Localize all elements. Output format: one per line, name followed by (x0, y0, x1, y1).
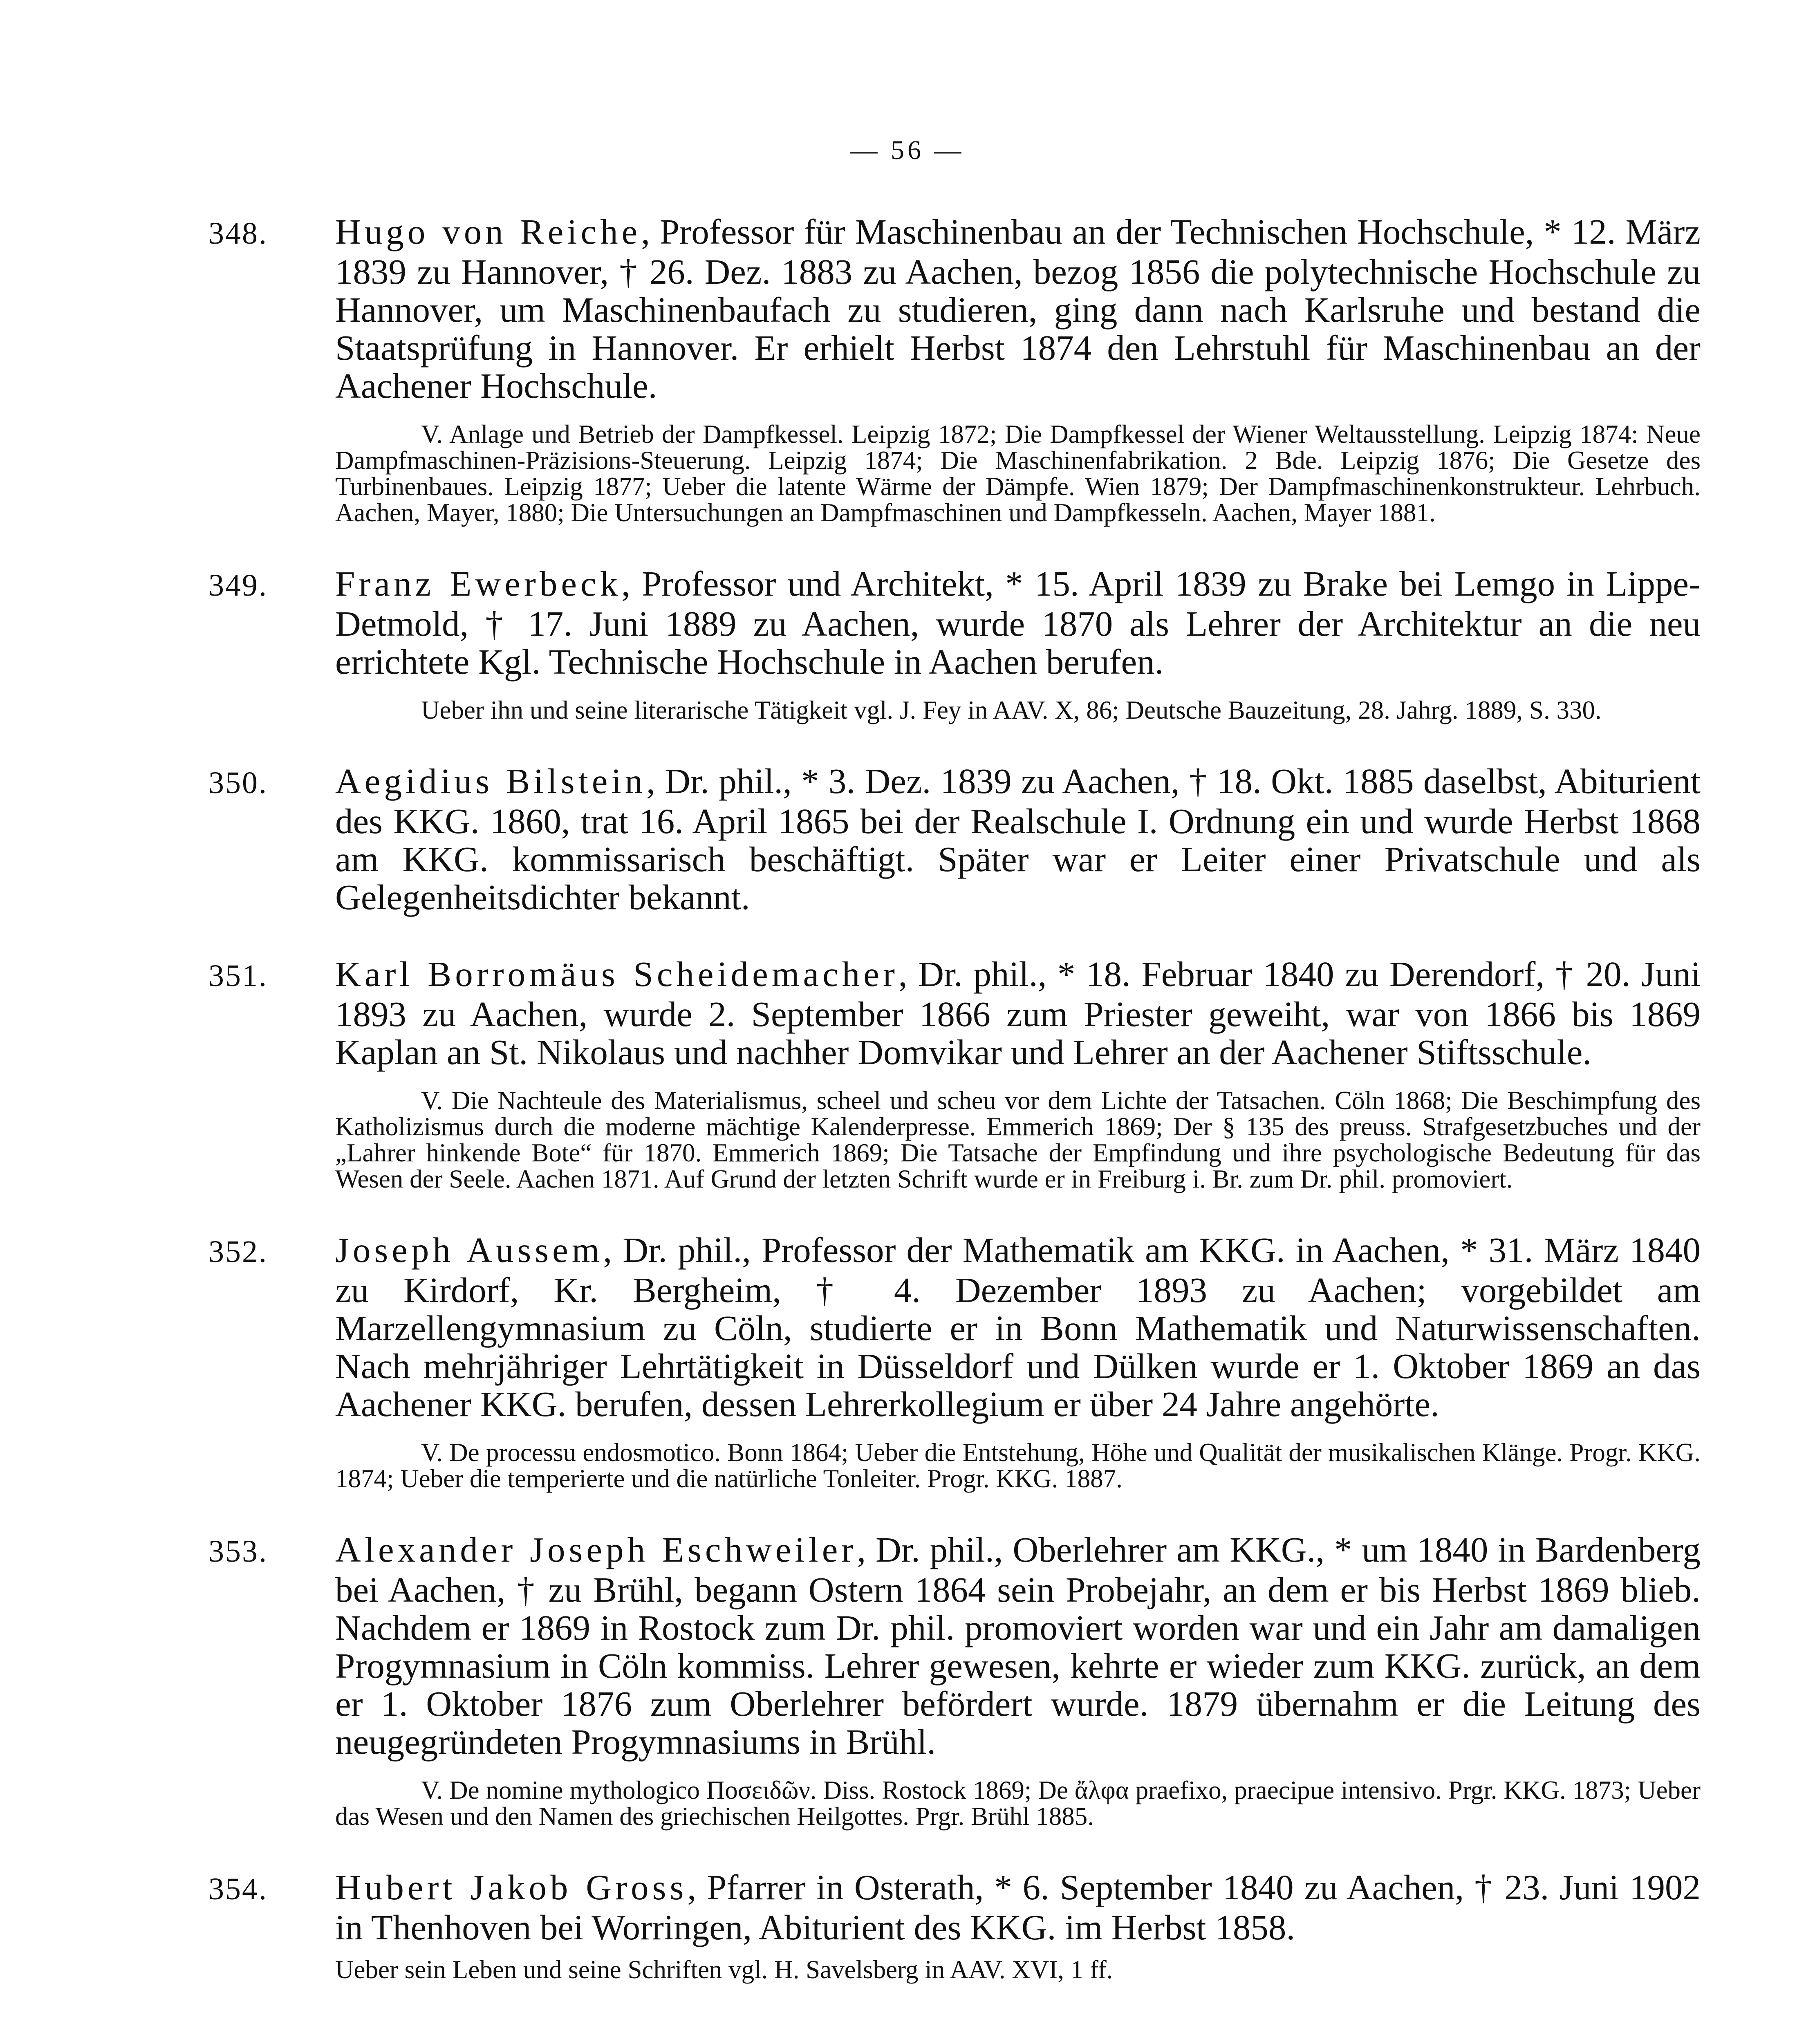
bibliography-note: V. De nomine mythologico Ποσειδῶν. Diss. Rostock 1869; De ἄλφα praefixo, praecipue intensivo. Prgr. KKG. 1873; Ueber das Wesen und den Namen des griechischen Heilgottes. Prgr. Brühl 1885. (335, 1776, 1701, 1831)
entry-350 (208, 762, 1701, 916)
biography-list (208, 213, 1701, 2022)
entry-body (208, 955, 1701, 1071)
entry-description: , Pfarrer in Osterath, * 6. September 1840 zu Aachen, † 23. Juni 1902 in Thenhoven bei Worringen, Abiturient des KKG. im Herbst 1858. (335, 1867, 1701, 1947)
person-name: Joseph Aussem (335, 1230, 603, 1270)
entry-353 (208, 1531, 1701, 1829)
entry-description: , Professor für Maschinenbau an der Technischen Hochschule, * 12. März 1839 zu Hannover, † 26. Dez. 1883 zu Aachen, bezog 1856 die polytechnische Hochschule zu Hannover, um Maschinenbaufach zu studieren, ging dann nach Karlsruhe und bestand die Staatsprüfung in Hannover. Er erhielt Herbst 1874 den Lehrstuhl für Maschinenbau an der Aachener Hochschule. (335, 212, 1701, 406)
entry-description: , Dr. phil., * 3. Dez. 1839 zu Aachen, † 18. Okt. 1885 daselbst, Abiturient des KKG. 1860, trat 16. April 1865 bei der Realschule I. Ordnung ein und wurde Herbst 1868 am KKG. kommissarisch beschäftigt. Später war er Leiter einer Privatschule und als Gelegenheitsdichter bekannt. (335, 761, 1701, 917)
entry-number: 350. (208, 766, 268, 800)
entry-number: 354. (208, 1872, 268, 1906)
person-name: Karl Borromäus Scheidemacher (335, 954, 899, 994)
page-number: — 56 — (850, 135, 965, 165)
bibliography-note: V. De processu endosmotico. Bonn 1864; Ueber die Entstehung, Höhe und Qualität der musikalischen Klänge. Progr. KKG. 1874; Ueber die temperierte und die natürliche Tonleiter. Progr. KKG. 1887. (335, 1438, 1701, 1493)
entry-348 (208, 213, 1701, 526)
bibliography-note: Ueber ihn und seine literarische Tätigkeit vgl. J. Fey in AAV. X, 86; Deutsche Bauzeitung, 28. Jahrg. 1889, S. 330. (421, 696, 1602, 724)
entry-description: , Professor und Architekt, * 15. April 1839 zu Brake bei Lemgo in Lippe-Detmold, † 17. Juni 1889 zu Aachen, wurde 1870 als Lehrer der Architektur an die neu errichtete Kgl. Technische Hochschule in Aachen berufen. (335, 564, 1701, 681)
entry-number: 349. (208, 568, 268, 603)
entry-body (208, 1231, 1701, 1423)
entry-body (208, 762, 1701, 916)
entry-number: 352. (208, 1235, 268, 1269)
entry-number: 351. (208, 959, 268, 993)
entry-body (208, 1868, 1701, 1946)
bibliography-note: V. Die Nachteule des Materialismus, scheel und scheu vor dem Lichte der Tatsachen. Cöln 1868; Die Beschimpfung des Katholizismus durch die moderne mächtige Kalenderpresse. Emmerich 1869; Der § 135 des preuss. Strafgesetzbuches und der „Lahrer hinkende Bote“ für 1870. Emmerich 1869; Die Tatsache der Empfindung und ihre psychologische Bedeutung für das Wesen der Seele. Aachen 1871. Auf Grund der letzten Schrift wurde er in Freiburg i. Br. zum Dr. phil. promoviert. (335, 1086, 1701, 1193)
person-name: Hugo von Reiche (335, 212, 641, 251)
entry-352 (208, 1231, 1701, 1492)
bibliography-note: Ueber sein Leben und seine Schriften vgl. H. Savelsberg in AAV. XVI, 1 ff. (335, 1955, 1113, 1984)
entry-description: , Dr. phil., Oberlehrer am KKG., * um 1840 in Bardenberg bei Aachen, † zu Brühl, begann Ostern 1864 sein Probejahr, an dem er bis Herbst 1869 blieb. Nachdem er 1869 in Rostock zum Dr. phil. promoviert worden war und ein Jahr am damaligen Progymnasium in Cöln kommiss. Lehrer gewesen, kehrte er wieder zum KKG. zurück, an dem er 1. Oktober 1876 zum Oberlehrer befördert wurde. 1879 übernahm er die Leitung des neugegründeten Progymnasiums in Brühl. (335, 1530, 1701, 1762)
entry-body (208, 565, 1701, 681)
entry-351 (208, 955, 1701, 1192)
entry-body (208, 213, 1701, 405)
entry-349 (208, 565, 1701, 723)
person-name: Alexander Joseph Eschweiler (335, 1530, 857, 1569)
entry-number: 348. (208, 216, 268, 251)
bibliography-note: V. Anlage und Betrieb der Dampfkessel. Leipzig 1872; Die Dampfkessel der Wiener Weltausstellung. Leipzig 1874: Neue Dampfmaschinen-Präzisions-Steuerung. Leipzig 1874; Die Maschinenfabrikation. 2 Bde. Leipzig 1876; Die Gesetze des Turbinenbaues. Leipzig 1877; Ueber die latente Wärme der Dämpfe. Wien 1879; Der Dampfmaschinenkonstrukteur. Lehrbuch. Aachen, Mayer, 1880; Die Untersuchungen an Dampfmaschinen und Dampfkesseln. Aachen, Mayer 1881. (335, 420, 1701, 527)
entry-number: 353. (208, 1534, 268, 1569)
entry-354 (208, 1868, 1701, 1983)
person-name: Aegidius Bilstein (335, 761, 647, 801)
entry-body (208, 1531, 1701, 1761)
entry-description: , Dr. phil., Professor der Mathematik am KKG. in Aachen, * 31. März 1840 zu Kirdorf, Kr. Bergheim, † 4. Dezember 1893 zu Aachen; vorgebildet am Marzellengymnasium zu Cöln, studierte er in Bonn Mathematik und Naturwissenschaften. Nach mehrjähriger Lehrtätigkeit in Düsseldorf und Dülken wurde er 1. Oktober 1869 an das Aachener KKG. berufen, dessen Lehrerkollegium er über 24 Jahre angehörte. (335, 1230, 1701, 1424)
entry-description: , Dr. phil., * 18. Februar 1840 zu Derendorf, † 20. Juni 1893 zu Aachen, wurde 2. September 1866 zum Priester geweiht, war von 1866 bis 1869 Kaplan an St. Nikolaus und nachher Domvikar und Lehrer an der Aachener Stiftsschule. (335, 954, 1701, 1072)
person-name: Franz Ewerbeck (335, 564, 622, 603)
person-name: Hubert Jakob Gross (335, 1867, 688, 1907)
